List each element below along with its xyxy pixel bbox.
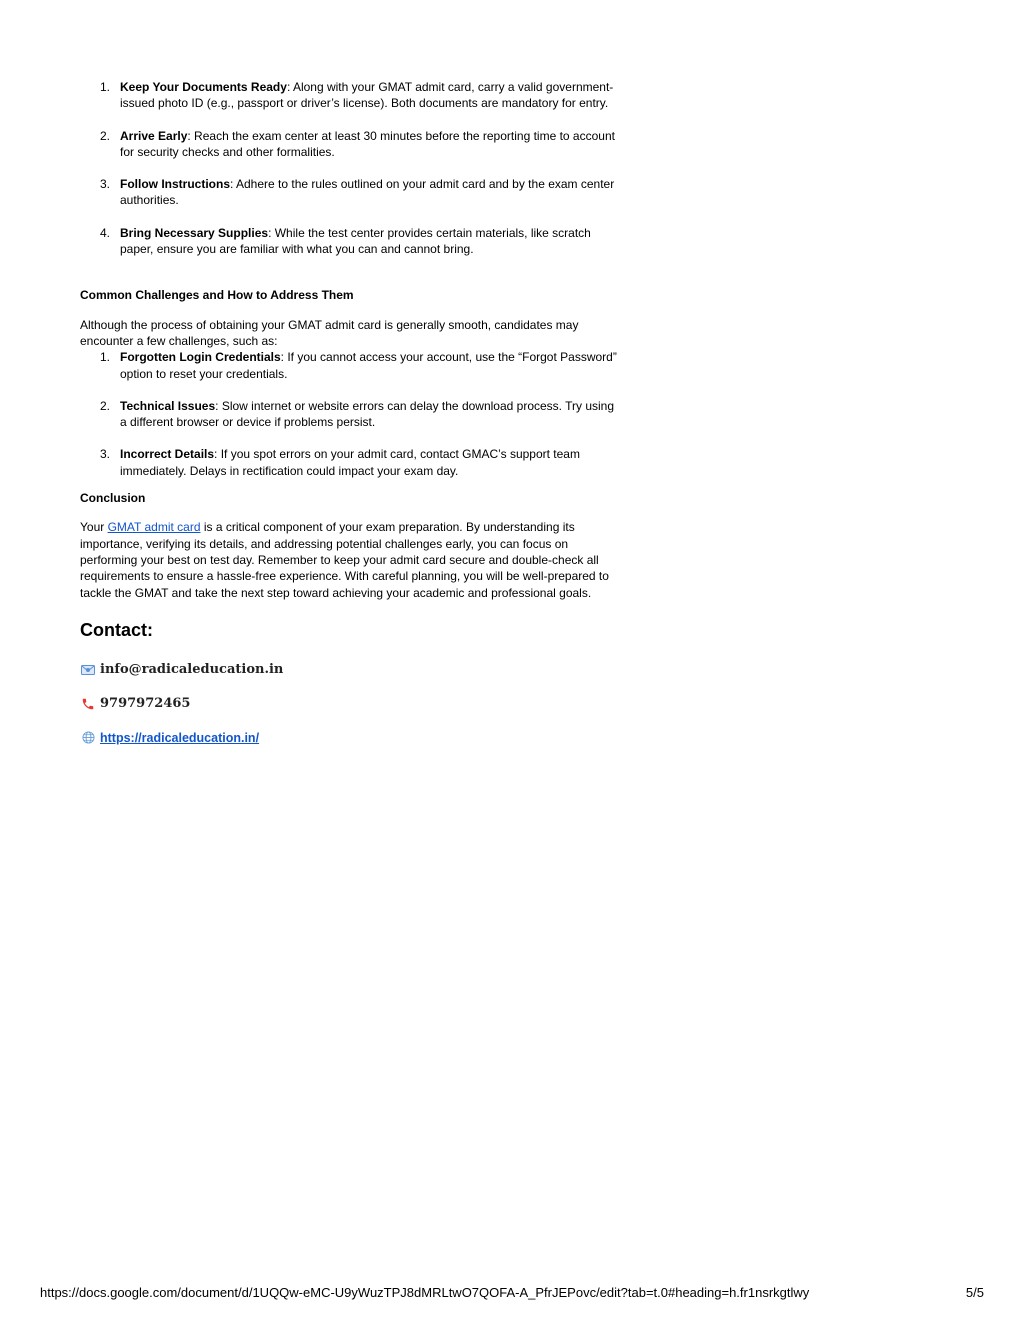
list-item xyxy=(80,446,620,479)
contact-website-row xyxy=(80,729,620,747)
list-text: : Adhere to the rules outlined on your admit card and by the exam center authorities. xyxy=(120,177,615,208)
list-number: 1. xyxy=(100,80,111,94)
list-text: : While the test center provides certain materials, like scratch paper, ensure you are familiar with what you can and cannot bring. xyxy=(120,225,591,257)
contact-email-row xyxy=(80,661,620,679)
list-term: Technical Issues xyxy=(120,398,216,413)
contact-phone-row xyxy=(80,695,620,713)
list-item xyxy=(80,225,620,258)
gmat-admit-card-link[interactable]: GMAT admit card xyxy=(107,520,201,535)
list-number: 3. xyxy=(100,177,111,192)
list-item xyxy=(80,398,620,431)
list-number: 2. xyxy=(100,128,111,143)
conclusion-paragraph xyxy=(80,519,620,600)
list-number: 2. xyxy=(100,398,111,413)
phone-icon xyxy=(80,696,96,712)
list-text: : Reach the exam center at least 30 minutes before the reporting time to account for security checks and other formalities. xyxy=(120,128,615,159)
list-item xyxy=(80,128,620,161)
list-item xyxy=(80,176,620,209)
challenges-intro: Although the process of obtaining your GMAT admit card is generally smooth, candidates may encounter a few challenges, such as: xyxy=(80,317,579,348)
conclusion-heading: Conclusion xyxy=(80,491,146,506)
list-text: : Slow internet or website errors can delay the download process. Try using a different browser or device if problems persist. xyxy=(120,398,615,430)
list-term: Bring Necessary Supplies xyxy=(120,225,269,240)
list-number: 3. xyxy=(100,447,111,462)
list-term: Keep Your Documents Ready xyxy=(120,80,287,94)
list-item xyxy=(80,349,620,382)
list-number: 4. xyxy=(100,225,111,240)
contact-phone: 9797972465 xyxy=(100,695,191,711)
list-term: Forgotten Login Credentials xyxy=(120,350,281,365)
list-number: 1. xyxy=(100,350,111,365)
list-term: Incorrect Details xyxy=(120,447,215,462)
email-icon xyxy=(80,662,96,678)
list-text: : If you spot errors on your admit card, contact GMAC’s support team immediately. Delays in rectification could impact your exam day. xyxy=(120,447,580,478)
tips-list xyxy=(80,79,620,257)
challenges-heading: Common Challenges and How to Address Them xyxy=(80,288,354,303)
footer-url: https://docs.google.com/document/d/1UQQw-eMC-U9yWuzTPJ8dMRLtwO7QOFA-A_PfrJEPovc/edit?tab=t.0#heading=h.fr1nsrkgtlwy xyxy=(40,1285,810,1300)
conclusion-text: is a critical component of your exam preparation. By understanding its importance, verifying its details, and addressing potential challenges early, you can focus on performing your best on test day. Remember to keep your admit card secure and double-check all requirements to ensure a hassle-free experience. With careful planning, you will be well-prepared to tackle the GMAT and take the next step toward achieving your academic and professional goals. xyxy=(80,520,609,600)
list-term: Arrive Early xyxy=(120,128,188,143)
website-link[interactable]: https://radicaleducation.in/ xyxy=(100,730,260,745)
list-text: : Along with your GMAT admit card, carry a valid government-issued photo ID (e.g., passport or driver’s license). Both documents are mandatory for entry. xyxy=(120,80,614,111)
challenges-list xyxy=(80,349,620,479)
list-text: : If you cannot access your account, use the “Forgot Password” option to reset your credentials. xyxy=(120,350,617,381)
contact-email: info@radicaleducation.in xyxy=(100,661,284,677)
contact-heading: Contact: xyxy=(80,619,153,640)
conclusion-prefix: Your xyxy=(80,520,108,535)
list-item xyxy=(80,79,620,112)
list-term: Follow Instructions xyxy=(120,177,230,192)
document-content xyxy=(80,79,620,747)
page-number: 5/5 xyxy=(965,1285,984,1300)
globe-icon xyxy=(80,730,96,746)
